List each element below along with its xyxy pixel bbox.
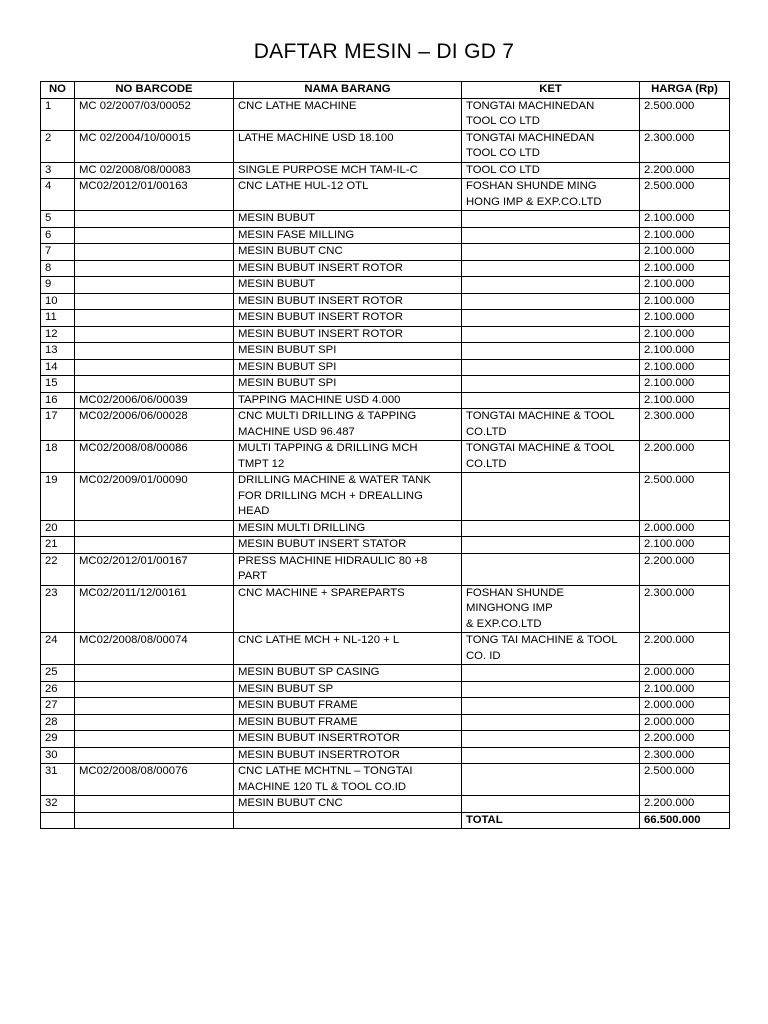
cell-barcode: MC02/2012/01/00167 xyxy=(75,553,234,585)
cell-harga: 2.000.000 xyxy=(640,520,730,537)
cell-harga: 2.100.000 xyxy=(640,537,730,554)
cell-no: 25 xyxy=(41,665,75,682)
total-cell-no xyxy=(41,812,75,829)
cell-ket xyxy=(462,310,640,327)
cell-harga: 2.100.000 xyxy=(640,244,730,261)
cell-no: 17 xyxy=(41,409,75,441)
cell-no: 23 xyxy=(41,585,75,633)
cell-barcode xyxy=(75,537,234,554)
table-row xyxy=(41,441,730,473)
cell-harga: 2.300.000 xyxy=(640,409,730,441)
cell-ket xyxy=(462,293,640,310)
total-cell-nama xyxy=(234,812,462,829)
cell-harga: 2.500.000 xyxy=(640,98,730,130)
cell-barcode xyxy=(75,731,234,748)
cell-ket xyxy=(462,764,640,796)
cell-barcode xyxy=(75,277,234,294)
cell-nama-barang: MESIN BUBUT INSERT ROTOR xyxy=(234,310,462,327)
cell-barcode xyxy=(75,698,234,715)
table-row xyxy=(41,520,730,537)
column-header-harga: HARGA (Rp) xyxy=(640,82,730,99)
cell-nama-barang: MESIN BUBUT INSERT ROTOR xyxy=(234,326,462,343)
cell-barcode xyxy=(75,376,234,393)
cell-barcode: MC02/2008/08/00076 xyxy=(75,764,234,796)
table-row xyxy=(41,585,730,633)
cell-ket xyxy=(462,392,640,409)
cell-ket: TONGTAI MACHINEDAN TOOL CO LTD xyxy=(462,98,640,130)
cell-barcode xyxy=(75,359,234,376)
table-row xyxy=(41,162,730,179)
cell-no: 1 xyxy=(41,98,75,130)
cell-no: 9 xyxy=(41,277,75,294)
cell-ket xyxy=(462,473,640,521)
cell-nama-barang: MESIN MULTI DRILLING xyxy=(234,520,462,537)
cell-no: 26 xyxy=(41,681,75,698)
cell-no: 11 xyxy=(41,310,75,327)
cell-ket xyxy=(462,343,640,360)
table-row xyxy=(41,731,730,748)
cell-no: 29 xyxy=(41,731,75,748)
cell-barcode xyxy=(75,796,234,813)
total-row xyxy=(41,812,730,829)
cell-ket: TONG TAI MACHINE & TOOL CO. ID xyxy=(462,633,640,665)
cell-harga: 2.000.000 xyxy=(640,698,730,715)
cell-harga: 2.100.000 xyxy=(640,277,730,294)
table-row xyxy=(41,698,730,715)
cell-no: 24 xyxy=(41,633,75,665)
table-row xyxy=(41,211,730,228)
cell-ket xyxy=(462,359,640,376)
cell-ket xyxy=(462,714,640,731)
cell-no: 14 xyxy=(41,359,75,376)
cell-nama-barang: MESIN BUBUT INSERT ROTOR xyxy=(234,260,462,277)
cell-barcode xyxy=(75,244,234,261)
page-title: DAFTAR MESIN – DI GD 7 xyxy=(253,40,515,63)
cell-harga: 2.000.000 xyxy=(640,665,730,682)
cell-nama-barang: MESIN BUBUT CNC xyxy=(234,796,462,813)
cell-nama-barang: CNC LATHE HUL-12 OTL xyxy=(234,179,462,211)
cell-barcode xyxy=(75,714,234,731)
column-header-nama-barang: NAMA BARANG xyxy=(234,82,462,99)
cell-no: 4 xyxy=(41,179,75,211)
table-row xyxy=(41,409,730,441)
cell-harga: 2.100.000 xyxy=(640,359,730,376)
table-body xyxy=(41,98,730,812)
table-row xyxy=(41,343,730,360)
cell-no: 22 xyxy=(41,553,75,585)
table-row xyxy=(41,747,730,764)
cell-nama-barang: CNC LATHE MCHTNL – TONGTAI MACHINE 120 TL & TOOL CO.ID xyxy=(234,764,462,796)
cell-ket xyxy=(462,681,640,698)
cell-nama-barang: PRESS MACHINE HIDRAULIC 80 +8 PART xyxy=(234,553,462,585)
table-row xyxy=(41,473,730,521)
table-row xyxy=(41,326,730,343)
cell-harga: 2.200.000 xyxy=(640,796,730,813)
cell-barcode xyxy=(75,211,234,228)
cell-nama-barang: TAPPING MACHINE USD 4.000 xyxy=(234,392,462,409)
cell-harga: 2.300.000 xyxy=(640,130,730,162)
cell-no: 3 xyxy=(41,162,75,179)
cell-no: 19 xyxy=(41,473,75,521)
cell-harga: 2.200.000 xyxy=(640,731,730,748)
cell-ket xyxy=(462,227,640,244)
cell-harga: 2.500.000 xyxy=(640,179,730,211)
cell-nama-barang: CNC LATHE MACHINE xyxy=(234,98,462,130)
cell-nama-barang: MESIN FASE MILLING xyxy=(234,227,462,244)
cell-nama-barang: MESIN BUBUT xyxy=(234,277,462,294)
cell-ket: TONGTAI MACHINEDAN TOOL CO LTD xyxy=(462,130,640,162)
cell-ket xyxy=(462,747,640,764)
cell-no: 31 xyxy=(41,764,75,796)
cell-nama-barang: MULTI TAPPING & DRILLING MCH TMPT 12 xyxy=(234,441,462,473)
table-row xyxy=(41,130,730,162)
cell-nama-barang: MESIN BUBUT FRAME xyxy=(234,698,462,715)
cell-nama-barang: SINGLE PURPOSE MCH TAM-IL-C xyxy=(234,162,462,179)
cell-ket xyxy=(462,376,640,393)
cell-ket xyxy=(462,277,640,294)
cell-ket: TONGTAI MACHINE & TOOL CO.LTD xyxy=(462,441,640,473)
cell-nama-barang: MESIN BUBUT SP CASING xyxy=(234,665,462,682)
table-row xyxy=(41,633,730,665)
cell-harga: 2.000.000 xyxy=(640,714,730,731)
cell-harga: 2.100.000 xyxy=(640,260,730,277)
cell-barcode xyxy=(75,260,234,277)
table-row xyxy=(41,796,730,813)
cell-harga: 2.300.000 xyxy=(640,747,730,764)
column-header-no: NO xyxy=(41,82,75,99)
cell-ket xyxy=(462,211,640,228)
table-row xyxy=(41,179,730,211)
cell-harga: 2.200.000 xyxy=(640,553,730,585)
cell-barcode xyxy=(75,343,234,360)
cell-barcode xyxy=(75,310,234,327)
total-label: TOTAL xyxy=(462,812,640,829)
table-header-row xyxy=(41,82,730,99)
cell-nama-barang: MESIN BUBUT SP xyxy=(234,681,462,698)
column-header-ket: KET xyxy=(462,82,640,99)
cell-harga: 2.500.000 xyxy=(640,764,730,796)
cell-no: 30 xyxy=(41,747,75,764)
cell-ket xyxy=(462,326,640,343)
cell-no: 6 xyxy=(41,227,75,244)
cell-barcode: MC02/2009/01/00090 xyxy=(75,473,234,521)
cell-nama-barang: MESIN BUBUT FRAME xyxy=(234,714,462,731)
cell-no: 10 xyxy=(41,293,75,310)
cell-harga: 2.100.000 xyxy=(640,392,730,409)
cell-no: 21 xyxy=(41,537,75,554)
cell-ket xyxy=(462,260,640,277)
cell-harga: 2.100.000 xyxy=(640,376,730,393)
cell-nama-barang: MESIN BUBUT INSERTROTOR xyxy=(234,731,462,748)
cell-ket xyxy=(462,698,640,715)
cell-no: 13 xyxy=(41,343,75,360)
cell-no: 5 xyxy=(41,211,75,228)
cell-nama-barang: CNC LATHE MCH + NL-120 + L xyxy=(234,633,462,665)
cell-barcode: MC02/2006/06/00039 xyxy=(75,392,234,409)
machine-table xyxy=(40,81,730,829)
cell-barcode: MC02/2006/06/00028 xyxy=(75,409,234,441)
cell-barcode xyxy=(75,293,234,310)
cell-nama-barang: MESIN BUBUT xyxy=(234,211,462,228)
cell-barcode xyxy=(75,520,234,537)
cell-harga: 2.100.000 xyxy=(640,227,730,244)
table-row xyxy=(41,310,730,327)
cell-barcode: MC02/2011/12/00161 xyxy=(75,585,234,633)
cell-ket xyxy=(462,796,640,813)
cell-barcode: MC02/2008/08/00086 xyxy=(75,441,234,473)
cell-no: 18 xyxy=(41,441,75,473)
cell-no: 32 xyxy=(41,796,75,813)
cell-no: 16 xyxy=(41,392,75,409)
table-row xyxy=(41,98,730,130)
cell-ket: TOOL CO LTD xyxy=(462,162,640,179)
cell-barcode: MC02/2008/08/00074 xyxy=(75,633,234,665)
total-cell-barcode xyxy=(75,812,234,829)
cell-barcode: MC 02/2004/10/00015 xyxy=(75,130,234,162)
cell-barcode xyxy=(75,747,234,764)
cell-ket xyxy=(462,520,640,537)
cell-harga: 2.100.000 xyxy=(640,293,730,310)
cell-harga: 2.100.000 xyxy=(640,211,730,228)
table-row xyxy=(41,260,730,277)
cell-harga: 2.300.000 xyxy=(640,585,730,633)
cell-ket: FOSHAN SHUNDE MINGHONG IMP & EXP.CO.LTD xyxy=(462,585,640,633)
cell-ket: TONGTAI MACHINE & TOOL CO.LTD xyxy=(462,409,640,441)
cell-ket xyxy=(462,553,640,585)
cell-harga: 2.100.000 xyxy=(640,343,730,360)
cell-harga: 2.200.000 xyxy=(640,441,730,473)
cell-no: 27 xyxy=(41,698,75,715)
cell-harga: 2.500.000 xyxy=(640,473,730,521)
table-row xyxy=(41,359,730,376)
cell-nama-barang: MESIN BUBUT INSERT STATOR xyxy=(234,537,462,554)
cell-barcode xyxy=(75,665,234,682)
cell-barcode xyxy=(75,326,234,343)
cell-no: 15 xyxy=(41,376,75,393)
cell-no: 12 xyxy=(41,326,75,343)
cell-nama-barang: CNC MACHINE + SPAREPARTS xyxy=(234,585,462,633)
cell-ket xyxy=(462,731,640,748)
cell-nama-barang: MESIN BUBUT CNC xyxy=(234,244,462,261)
cell-barcode: MC 02/2007/03/00052 xyxy=(75,98,234,130)
cell-harga: 2.200.000 xyxy=(640,633,730,665)
cell-nama-barang: DRILLING MACHINE & WATER TANK FOR DRILLING MCH + DREALLING HEAD xyxy=(234,473,462,521)
table-row xyxy=(41,293,730,310)
column-header-barcode: NO BARCODE xyxy=(75,82,234,99)
table-row xyxy=(41,244,730,261)
table-row xyxy=(41,714,730,731)
cell-nama-barang: MESIN BUBUT SPI xyxy=(234,343,462,360)
cell-no: 7 xyxy=(41,244,75,261)
table-row xyxy=(41,392,730,409)
table-row xyxy=(41,553,730,585)
cell-barcode: MC02/2012/01/00163 xyxy=(75,179,234,211)
total-value: 66.500.000 xyxy=(640,812,730,829)
cell-no: 20 xyxy=(41,520,75,537)
cell-ket: FOSHAN SHUNDE MING HONG IMP & EXP.CO.LTD xyxy=(462,179,640,211)
cell-no: 2 xyxy=(41,130,75,162)
table-row xyxy=(41,665,730,682)
cell-ket xyxy=(462,244,640,261)
cell-no: 28 xyxy=(41,714,75,731)
cell-nama-barang: MESIN BUBUT INSERTROTOR xyxy=(234,747,462,764)
table-row xyxy=(41,227,730,244)
cell-nama-barang: MESIN BUBUT SPI xyxy=(234,376,462,393)
cell-harga: 2.200.000 xyxy=(640,162,730,179)
cell-barcode xyxy=(75,227,234,244)
cell-nama-barang: LATHE MACHINE USD 18.100 xyxy=(234,130,462,162)
table-row xyxy=(41,681,730,698)
cell-nama-barang: CNC MULTI DRILLING & TAPPING MACHINE USD 96.487 xyxy=(234,409,462,441)
cell-ket xyxy=(462,537,640,554)
table-row xyxy=(41,764,730,796)
cell-harga: 2.100.000 xyxy=(640,310,730,327)
cell-barcode xyxy=(75,681,234,698)
table-row xyxy=(41,277,730,294)
cell-harga: 2.100.000 xyxy=(640,681,730,698)
cell-barcode: MC 02/2008/08/00083 xyxy=(75,162,234,179)
cell-ket xyxy=(462,665,640,682)
cell-no: 8 xyxy=(41,260,75,277)
table-row xyxy=(41,537,730,554)
cell-nama-barang: MESIN BUBUT INSERT ROTOR xyxy=(234,293,462,310)
cell-harga: 2.100.000 xyxy=(640,326,730,343)
cell-nama-barang: MESIN BUBUT SPI xyxy=(234,359,462,376)
table-row xyxy=(41,376,730,393)
